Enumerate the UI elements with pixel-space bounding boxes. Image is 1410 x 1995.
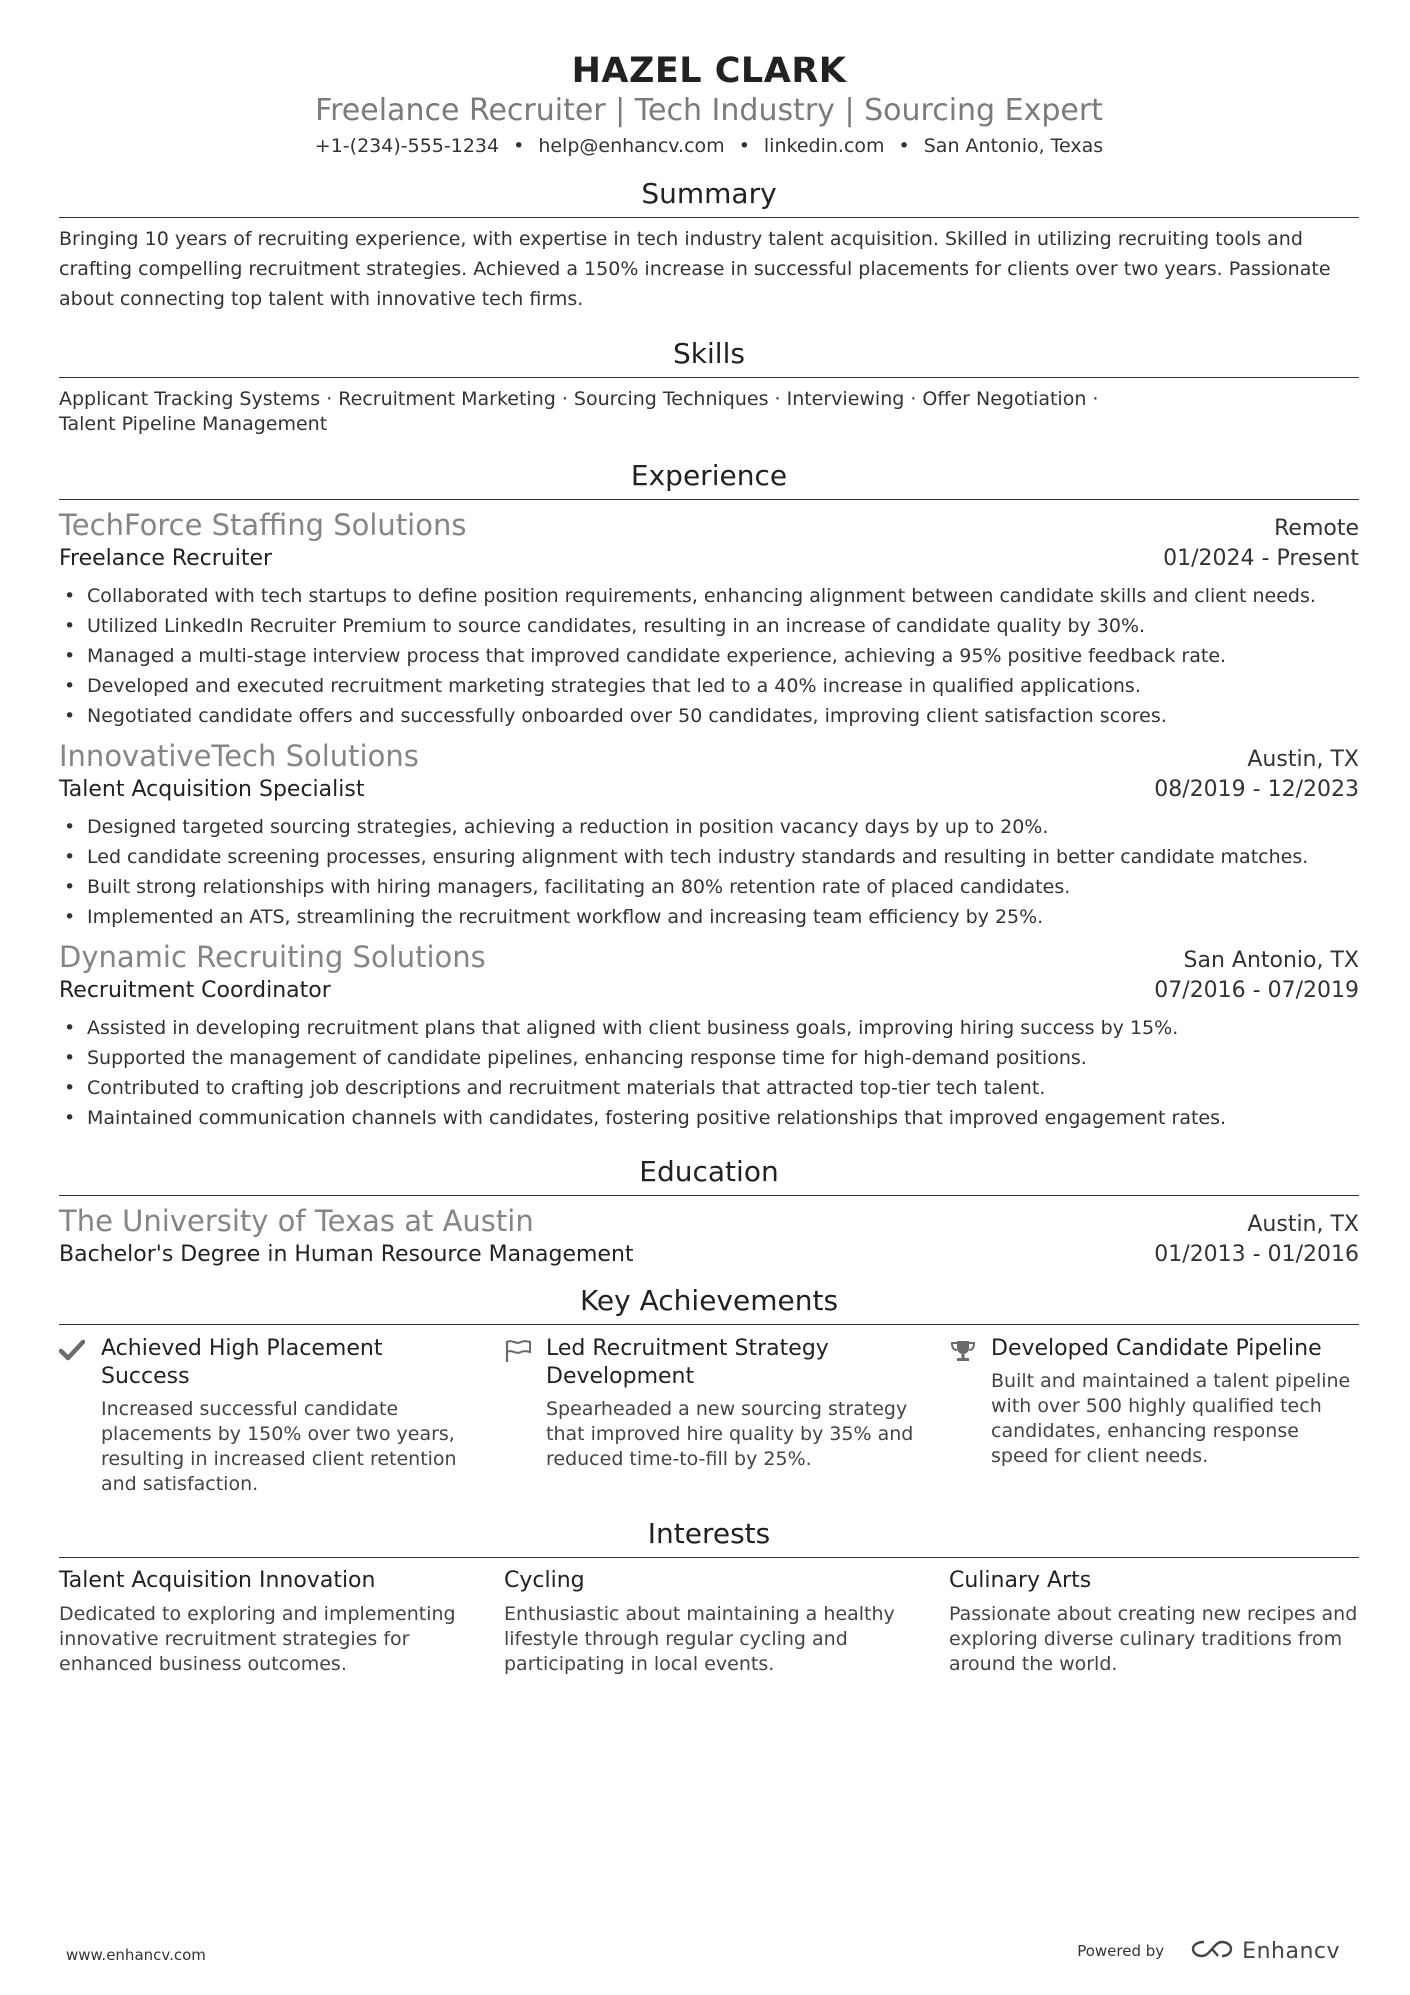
powered-by-label: Powered by (1077, 1942, 1165, 1960)
contact-phone: +1-(234)-555-1234 (314, 135, 500, 157)
skills-line: Applicant Tracking Systems · Recruitment Marketing · Sourcing Techniques · Interviewing · Offer Negotiation · (59, 388, 1099, 410)
interest-desc: Dedicated to exploring and implementing innovative recruitment strategies for enhanced business outcomes. (59, 1603, 456, 1675)
job-entry (59, 940, 1359, 1133)
interest-desc: Passionate about creating new recipes and exploring diverse culinary traditions from around the world. (949, 1603, 1358, 1675)
education-location: Austin, TX (1247, 1212, 1359, 1237)
contact-line (59, 132, 1359, 160)
job-role: Recruitment Coordinator (59, 978, 331, 1003)
achievements-grid (59, 1335, 1359, 1497)
interest-title: Culinary Arts (949, 1568, 1092, 1593)
job-bullet: • Implemented an ATS, streamlining the recruitment workflow and increasing team efficiency by 25%. (59, 902, 1359, 932)
job-bullet: • Assisted in developing recruitment plans that aligned with client business goals, improving hiring success by 15%. (59, 1013, 1359, 1043)
job-bullets (59, 1013, 1359, 1133)
experience-section (59, 459, 1359, 1133)
job-bullet: • Managed a multi-stage interview process that improved candidate experience, achieving a 95% positive feedback rate. (59, 641, 1359, 671)
resume-page (59, 0, 1359, 1677)
achievement-title: Achieved High Placement Success (101, 1336, 383, 1389)
interests-section (59, 1517, 1359, 1677)
job-entry (59, 508, 1359, 731)
candidate-name: HAZEL CLARK (571, 51, 847, 91)
job-dates: 01/2024 - Present (1163, 546, 1359, 571)
interest-title: Talent Acquisition Innovation (59, 1568, 376, 1593)
job-location: Austin, TX (1247, 747, 1359, 772)
section-title-skills: Skills (59, 337, 1359, 378)
job-dates: 08/2019 - 12/2023 (1154, 777, 1359, 802)
achievement-title: Led Recruitment Strategy Development (546, 1336, 829, 1389)
education-school: The University of Texas at Austin (59, 1204, 534, 1238)
job-bullet: • Supported the management of candidate pipelines, enhancing response time for high-demand positions. (59, 1043, 1359, 1073)
achievement-title: Developed Candidate Pipeline (991, 1336, 1322, 1361)
job-location: San Antonio, TX (1183, 948, 1359, 973)
summary-section (59, 177, 1359, 314)
interest-item (949, 1566, 1359, 1677)
contact-separator: • (513, 135, 525, 157)
job-company: InnovativeTech Solutions (59, 739, 419, 773)
trophy-icon (949, 1335, 991, 1497)
achievement-item (504, 1335, 914, 1497)
contact-separator: • (738, 135, 750, 157)
education-section (59, 1155, 1359, 1272)
section-title-interests: Interests (59, 1517, 1359, 1558)
enhancv-logo-icon (1190, 1938, 1234, 1964)
job-bullet: • Negotiated candidate offers and successfully onboarded over 50 candidates, improving client satisfaction scores. (59, 701, 1359, 731)
job-bullets (59, 581, 1359, 731)
job-location: Remote (1274, 516, 1359, 541)
section-title-achievements: Key Achievements (59, 1284, 1359, 1325)
interest-item (504, 1566, 914, 1677)
job-bullet: • Developed and executed recruitment marketing strategies that led to a 40% increase in qualified applications. (59, 671, 1359, 701)
section-title-summary: Summary (59, 177, 1359, 218)
interest-title: Cycling (504, 1568, 585, 1593)
achievement-desc: Built and maintained a talent pipeline with over 500 highly qualified tech candidates, enhancing response speed for client needs. (991, 1370, 1351, 1467)
job-entry (59, 739, 1359, 932)
job-company: Dynamic Recruiting Solutions (59, 940, 486, 974)
job-bullet: • Maintained communication channels with candidates, fostering positive relationships that improved engagement rates. (59, 1103, 1359, 1133)
achievement-desc: Increased successful candidate placements by 150% over two years, resulting in increased client retention and satisfaction. (101, 1398, 457, 1495)
skills-list (59, 387, 1359, 437)
footer-branding (1077, 1938, 1340, 1964)
checkmark-icon (59, 1335, 101, 1497)
education-entry (59, 1204, 1359, 1272)
job-bullet: • Collaborated with tech startups to define position requirements, enhancing alignment between candidate skills and client needs. (59, 581, 1359, 611)
job-bullet: • Built strong relationships with hiring managers, facilitating an 80% retention rate of placed candidates. (59, 872, 1359, 902)
job-dates: 07/2016 - 07/2019 (1154, 978, 1359, 1003)
footer-website[interactable]: www.enhancv.com (66, 1946, 206, 1964)
section-title-education: Education (59, 1155, 1359, 1196)
education-degree: Bachelor's Degree in Human Resource Management (59, 1242, 634, 1267)
contact-location: San Antonio, Texas (923, 135, 1104, 157)
job-role: Freelance Recruiter (59, 546, 273, 571)
contact-separator: • (898, 135, 910, 157)
job-bullet: • Utilized LinkedIn Recruiter Premium to source candidates, resulting in an increase of candidate quality by 30%. (59, 611, 1359, 641)
interests-grid (59, 1566, 1359, 1677)
section-title-experience: Experience (59, 459, 1359, 500)
summary-text: Bringing 10 years of recruiting experience, with expertise in tech industry talent acquisition. Skilled in utilizing recruiting tools and crafting compelling recruitment strategies. Achieved a 150% increase in successful placements for clients over two years. Passionate about connecting top talent with innovative tech firms. (59, 228, 1331, 310)
job-bullets (59, 812, 1359, 932)
skills-line: Talent Pipeline Management (59, 413, 328, 435)
education-dates: 01/2013 - 01/2016 (1154, 1242, 1359, 1267)
job-bullet: • Led candidate screening processes, ensuring alignment with tech industry standards and resulting in better candidate matches. (59, 842, 1359, 872)
job-bullet: • Contributed to crafting job descriptions and recruitment materials that attracted top-tier tech talent. (59, 1073, 1359, 1103)
achievements-section (59, 1284, 1359, 1497)
interest-desc: Enthusiastic about maintaining a healthy lifestyle through regular cycling and participating in local events. (504, 1603, 895, 1675)
job-company: TechForce Staffing Solutions (59, 508, 467, 542)
flag-icon (504, 1335, 546, 1497)
skills-section (59, 337, 1359, 437)
interest-item (59, 1566, 469, 1677)
contact-linkedin[interactable]: linkedin.com (763, 135, 885, 157)
job-role: Talent Acquisition Specialist (59, 777, 365, 802)
contact-email[interactable]: help@enhancv.com (538, 135, 725, 157)
brand-name: Enhancv (1242, 1938, 1340, 1964)
achievement-desc: Spearheaded a new sourcing strategy that improved hire quality by 35% and reduced time-to-fill by 25%. (546, 1398, 914, 1470)
achievement-item (59, 1335, 469, 1497)
candidate-tagline: Freelance Recruiter | Tech Industry | Sourcing Expert (315, 93, 1103, 128)
job-bullet: • Designed targeted sourcing strategies, achieving a reduction in position vacancy days by up to 20%. (59, 812, 1359, 842)
achievement-item (949, 1335, 1359, 1497)
